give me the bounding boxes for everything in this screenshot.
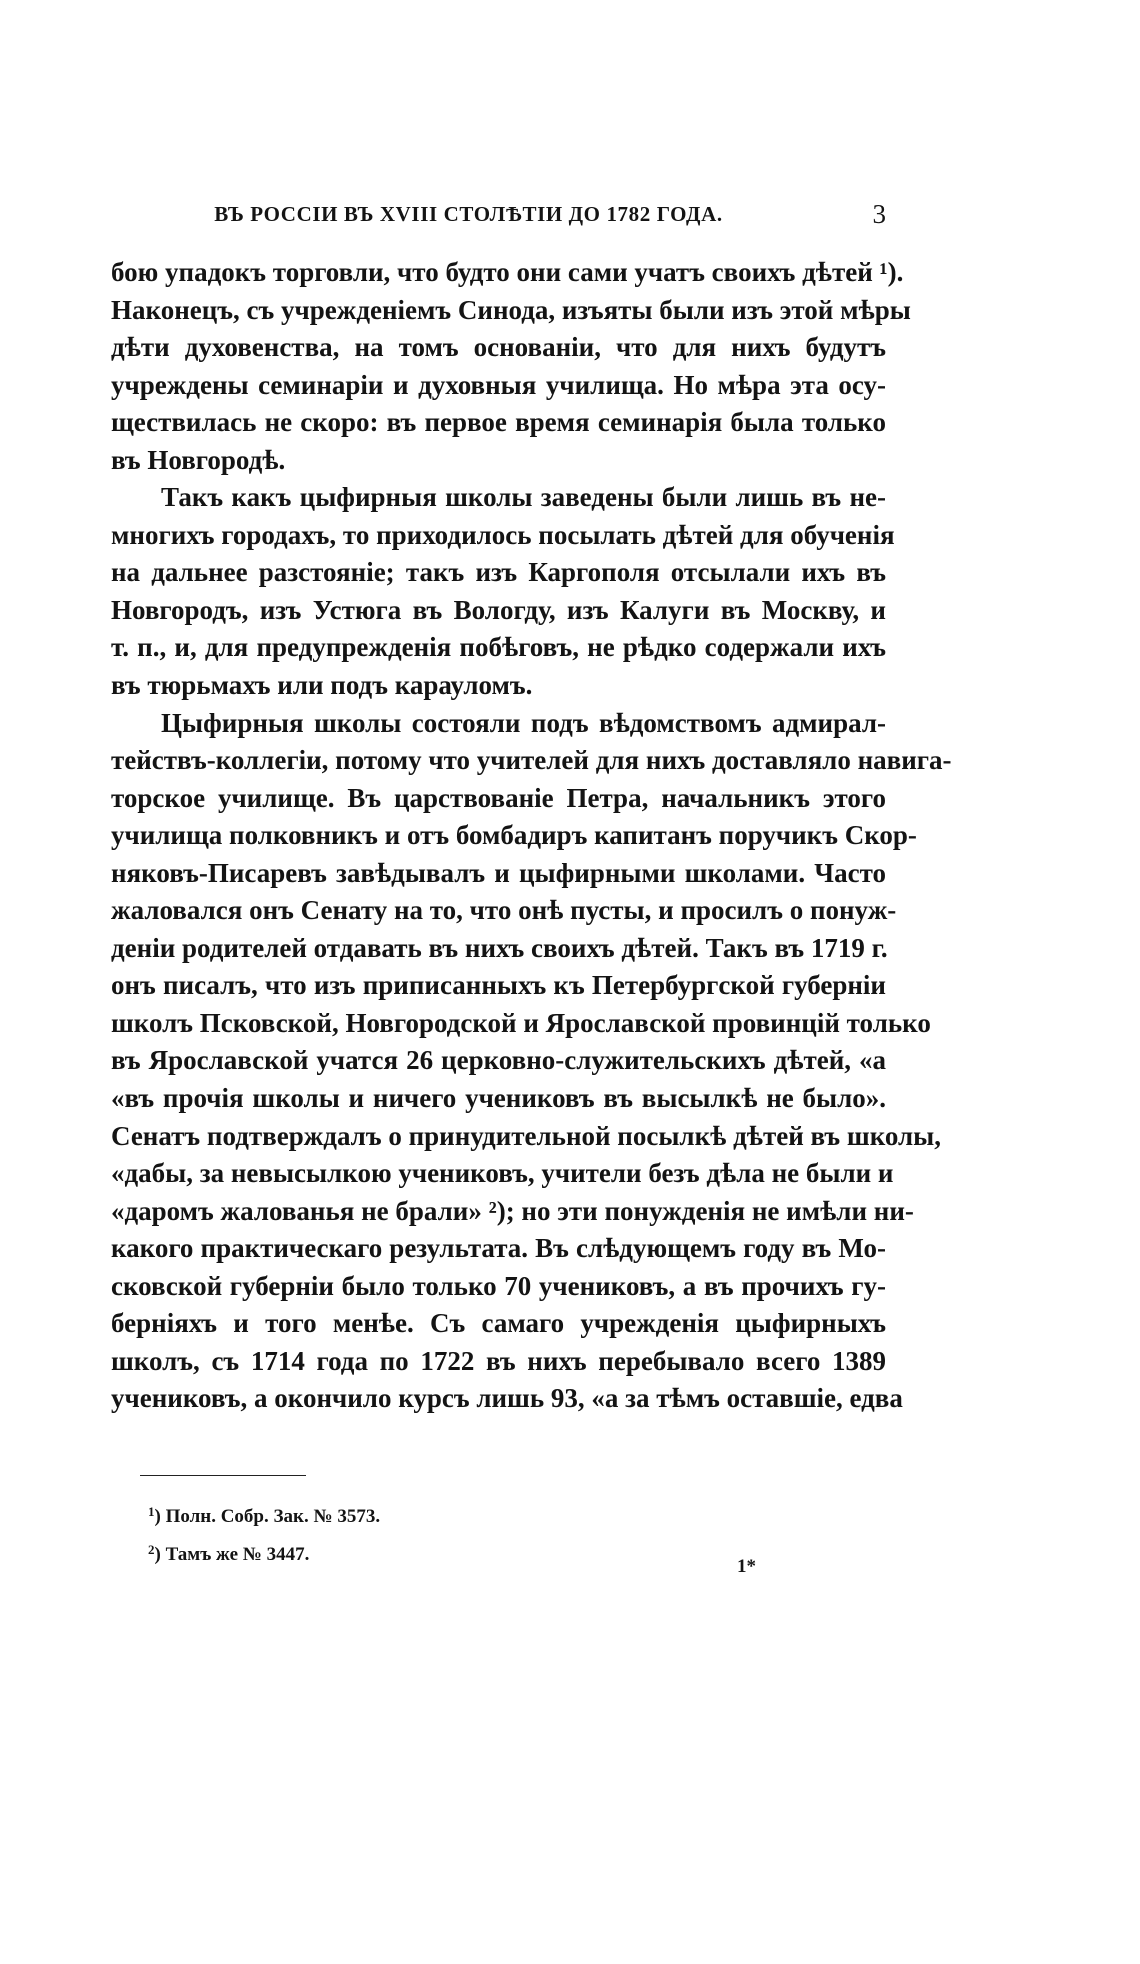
text-line: Новгородъ, изъ Устюга въ Вологду, изъ Калуги въ Москву, и	[111, 594, 886, 625]
text-line: Такъ какъ цыфирныя школы заведены были лишь въ не-	[161, 482, 886, 513]
footnote-divider	[140, 1475, 306, 1476]
footnote-text: ) Полн. Собр. Зак. № 3573.	[154, 1506, 381, 1527]
text-line: Наконецъ, съ учрежденіемъ Синода, изъяты были изъ этой мѣры	[111, 294, 911, 325]
footnote-text: ) Тамъ же № 3447.	[154, 1544, 310, 1565]
text-line: онъ писалъ, что изъ приписанныхъ къ Петербургской губерніи	[111, 970, 886, 1001]
text-line: въ Ярославской учатся 26 церковно-служительскихъ дѣтей, «а	[111, 1045, 886, 1076]
text-line: учениковъ, а окончило курсъ лишь 93, «а за тѣмъ оставшіе, едва	[111, 1383, 903, 1414]
text-line: «дабы, за невысылкою учениковъ, учители безъ дѣла не были и	[111, 1158, 894, 1189]
text-line: торское училище. Въ царствованіе Петра, начальникъ этого	[111, 782, 886, 813]
footnote-2	[148, 1533, 748, 1571]
text-line: бою упадокъ торговли, что будто они сами учатъ своихъ дѣтей ¹).	[111, 257, 904, 287]
page-number: 3	[872, 199, 886, 229]
text-line: берніяхъ и того менѣе. Съ самаго учрежденія цыфирныхъ	[111, 1308, 886, 1339]
paragraph-1	[111, 254, 911, 479]
running-title: ВЪ РОССІИ ВЪ XVIII СТОЛѢТІИ ДО 1782 ГОДА.	[214, 202, 723, 226]
body-text	[111, 254, 952, 1418]
text-line: Цыфирныя школы состояли подъ вѣдомствомъ адмирал-	[161, 707, 886, 738]
text-line: какого практическаго результата. Въ слѣдующемъ году въ Мо-	[111, 1233, 886, 1264]
text-line: училища полковникъ и отъ бомбадиръ капитанъ поручикъ Скор-	[111, 820, 917, 851]
footnote-mark: 1	[148, 1504, 155, 1519]
text-line: сковской губерніи было только 70 учениковъ, а въ прочихъ гу-	[111, 1270, 886, 1301]
running-head	[111, 196, 886, 232]
text-line: дѣти духовенства, на томъ основаніи, что для нихъ будутъ	[111, 332, 886, 363]
footnotes	[148, 1495, 748, 1571]
footnote-mark: 2	[148, 1542, 155, 1557]
text-line: на дальнее разстояніе; такъ изъ Каргополя отсылали ихъ въ	[111, 557, 886, 588]
text-line: Сенатъ подтверждалъ о принудительной посылкѣ дѣтей въ школы,	[111, 1120, 942, 1151]
signature-mark: 1*	[737, 1556, 756, 1577]
text-line: тействъ-коллегіи, потому что учителей для нихъ доставляло навига-	[111, 745, 952, 776]
text-line: жаловался онъ Сенату на то, что онѣ пусты, и просилъ о понуж-	[111, 895, 897, 926]
text-line: въ Новгородѣ.	[111, 444, 286, 475]
text-line: учреждены семинаріи и духовныя училища. Но мѣра эта осу-	[111, 369, 886, 400]
text-line: «въ прочія школы и ничего учениковъ въ высылкѣ не было».	[111, 1083, 886, 1114]
paragraph-3	[111, 705, 952, 1418]
text-line: т. п., и, для предупрежденія побѣговъ, не рѣдко содержали ихъ	[111, 632, 886, 663]
text-line: деніи родителей отдавать въ нихъ своихъ дѣтей. Такъ въ 1719 г.	[111, 932, 888, 963]
text-line: «даромъ жалованья не брали» ²); но эти понужденія не имѣли ни-	[111, 1195, 914, 1226]
text-line: въ тюрьмахъ или подъ карауломъ.	[111, 670, 533, 701]
text-line: школъ, съ 1714 года по 1722 въ нихъ перебывало всего 1389	[111, 1345, 886, 1376]
footnote-1	[148, 1495, 748, 1533]
text-line: ществилась не скоро: въ первое время семинарія была только	[111, 407, 886, 438]
paragraph-2	[111, 479, 895, 704]
text-line: школъ Псковской, Новгородской и Ярославской провинцій только	[111, 1007, 931, 1038]
text-line: многихъ городахъ, то приходилось посылать дѣтей для обученія	[111, 519, 895, 550]
text-line: няковъ-Писаревъ завѣдывалъ и цыфирными школами. Часто	[111, 857, 886, 888]
